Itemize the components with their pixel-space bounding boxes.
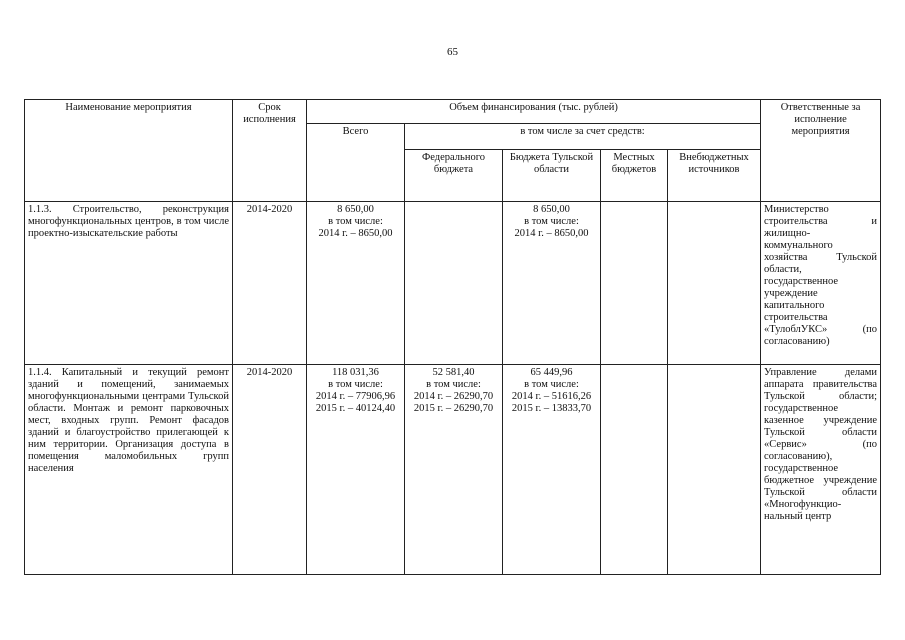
row-responsible: Управление делами аппарата правительства Тульской области; государственное казенное учреждение Тульской области «Сервис» (по согласованию), государственное бюджетное учреждение Тульской области «Многофункцио-нальный центр [761,365,881,575]
header-federal: Федерального бюджета [405,150,503,202]
regional-including: в том числе: [524,216,579,227]
row-extra [668,202,761,365]
federal-2014: 2014 г. – 26290,70 [413,391,494,402]
row-federal [405,202,503,365]
header-funding: Объем финансирования (тыс. рублей) [307,100,761,124]
regional-value: 65 449,96 [530,367,573,378]
total-2014: 2014 г. – 77906,96 [315,391,396,402]
table-row [25,202,881,365]
header-including: в том числе за счет средств: [405,124,761,150]
table-row [25,365,881,575]
funding-table [24,99,880,575]
header-regional: Бюджета Тульской области [503,150,601,202]
federal-2015: 2015 г. – 26290,70 [413,403,494,414]
header-extra: Внебюджетных источников [668,150,761,202]
total-including: в том числе: [328,379,383,390]
row-total [307,202,405,365]
row-responsible: Министерство строительства и жилищно-коммунального хозяйства Тульской области, государственное учреждение капитального строительства «ТулоблУКС» (по согласованию) [761,202,881,365]
row-total [307,365,405,575]
federal-including: в том числе: [426,379,481,390]
row-term: 2014-2020 [233,365,307,575]
total-2014: 2014 г. – 8650,00 [318,228,393,239]
header-term: Срок исполнения [233,100,307,202]
regional-including: в том числе: [524,379,579,390]
regional-2014: 2014 г. – 8650,00 [514,228,589,239]
total-value: 118 031,36 [332,367,379,378]
row-extra [668,365,761,575]
regional-2014: 2014 г. – 51616,26 [511,391,592,402]
total-value: 8 650,00 [337,204,374,215]
row-name: 1.1.4. Капитальный и текущий ремонт зданий и помещений, занимаемых многофункциональными центрами Тульской области. Монтаж и ремонт парковочных мест, входных групп. Ремонт фасадов зданий и благоустройство прилегающей к ним территории. Организация доступа в помещения маломобильных групп населения [25,365,233,575]
row-regional [503,365,601,575]
row-regional [503,202,601,365]
header-name: Наименование мероприятия [25,100,233,202]
row-local [601,202,668,365]
regional-value: 8 650,00 [533,204,570,215]
page-number: 65 [447,46,458,58]
federal-value: 52 581,40 [432,367,475,378]
regional-2015: 2015 г. – 13833,70 [511,403,592,414]
header-local: Местных бюджетов [601,150,668,202]
row-local [601,365,668,575]
header-responsible: Ответственные за исполнение мероприятия [761,100,881,202]
row-federal [405,365,503,575]
row-name: 1.1.3. Строительство, реконструкция многофункциональных центров, в том числе проектно-изыскательские работы [25,202,233,365]
row-term: 2014-2020 [233,202,307,365]
total-2015: 2015 г. – 40124,40 [315,403,396,414]
total-including: в том числе: [328,216,383,227]
header-total: Всего [307,124,405,202]
